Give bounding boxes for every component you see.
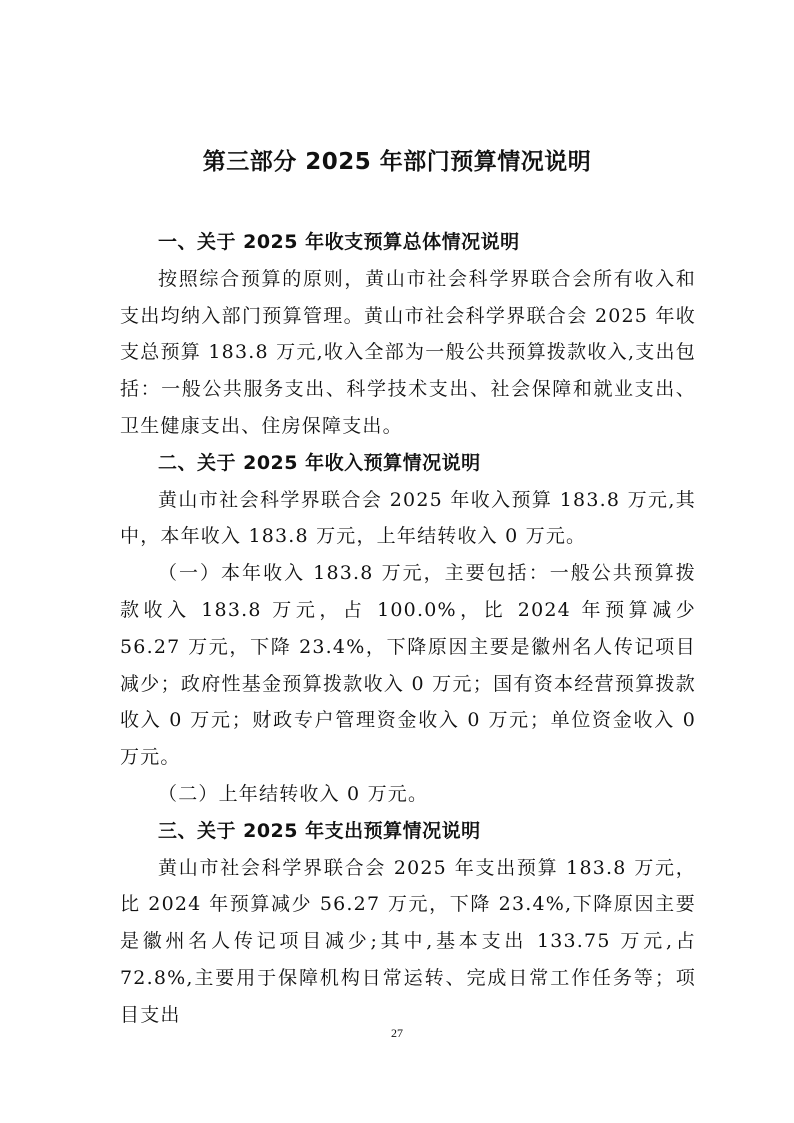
- section-heading-3: 三、关于 2025 年支出预算情况说明: [158, 819, 481, 842]
- section-2-paragraph-2: （一）本年收入 183.8 万元，主要包括：一般公共预算拨款收入 183.8 万元，占 100.0%，比 2024 年预算减少 56.27 万元，下降 23.4%，下降原因主要是徽州名人传记项目减少；政府性基金预算拨款收入 0 万元；国有资本经营预算拨款收入 0 万元；财政专户管理资金收入 0 万元；单位资金收入 0 万元。: [120, 562, 696, 769]
- section-heading-1: 一、关于 2025 年收支预算总体情况说明: [158, 231, 520, 253]
- document-body: [120, 224, 696, 1034]
- section-2-paragraph-3: （二）上年结转收入 0 万元。: [158, 782, 429, 805]
- section-3-paragraph-1: 黄山市社会科学界联合会 2025 年支出预算 183.8 万元，比 2024 年预算减少 56.27 万元，下降 23.4%,下降原因主要是徽州名人传记项目减少;其中,基本支出 133.75 万元,占 72.8%,主要用于保障机构日常运转、完成日常工作任务等；项目支出: [120, 856, 696, 1026]
- page-number: 27: [391, 1026, 403, 1040]
- section-1-paragraph-1: 按照综合预算的原则，黄山市社会科学界联合会所有收入和支出均纳入部门预算管理。黄山市社会科学界联合会 2025 年收支总预算 183.8 万元,收入全部为一般公共预算拨款收入,支出包括：一般公共服务支出、科学技术支出、社会保障和就业支出、卫生健康支出、住房保障支出。: [120, 267, 696, 437]
- section-heading-2: 二、关于 2025 年收入预算情况说明: [158, 451, 481, 474]
- section-2-paragraph-1: 黄山市社会科学界联合会 2025 年收入预算 183.8 万元,其中，本年收入 183.8 万元，上年结转收入 0 万元。: [120, 488, 696, 548]
- page-title: 第三部分 2025 年部门预算情况说明: [202, 149, 592, 175]
